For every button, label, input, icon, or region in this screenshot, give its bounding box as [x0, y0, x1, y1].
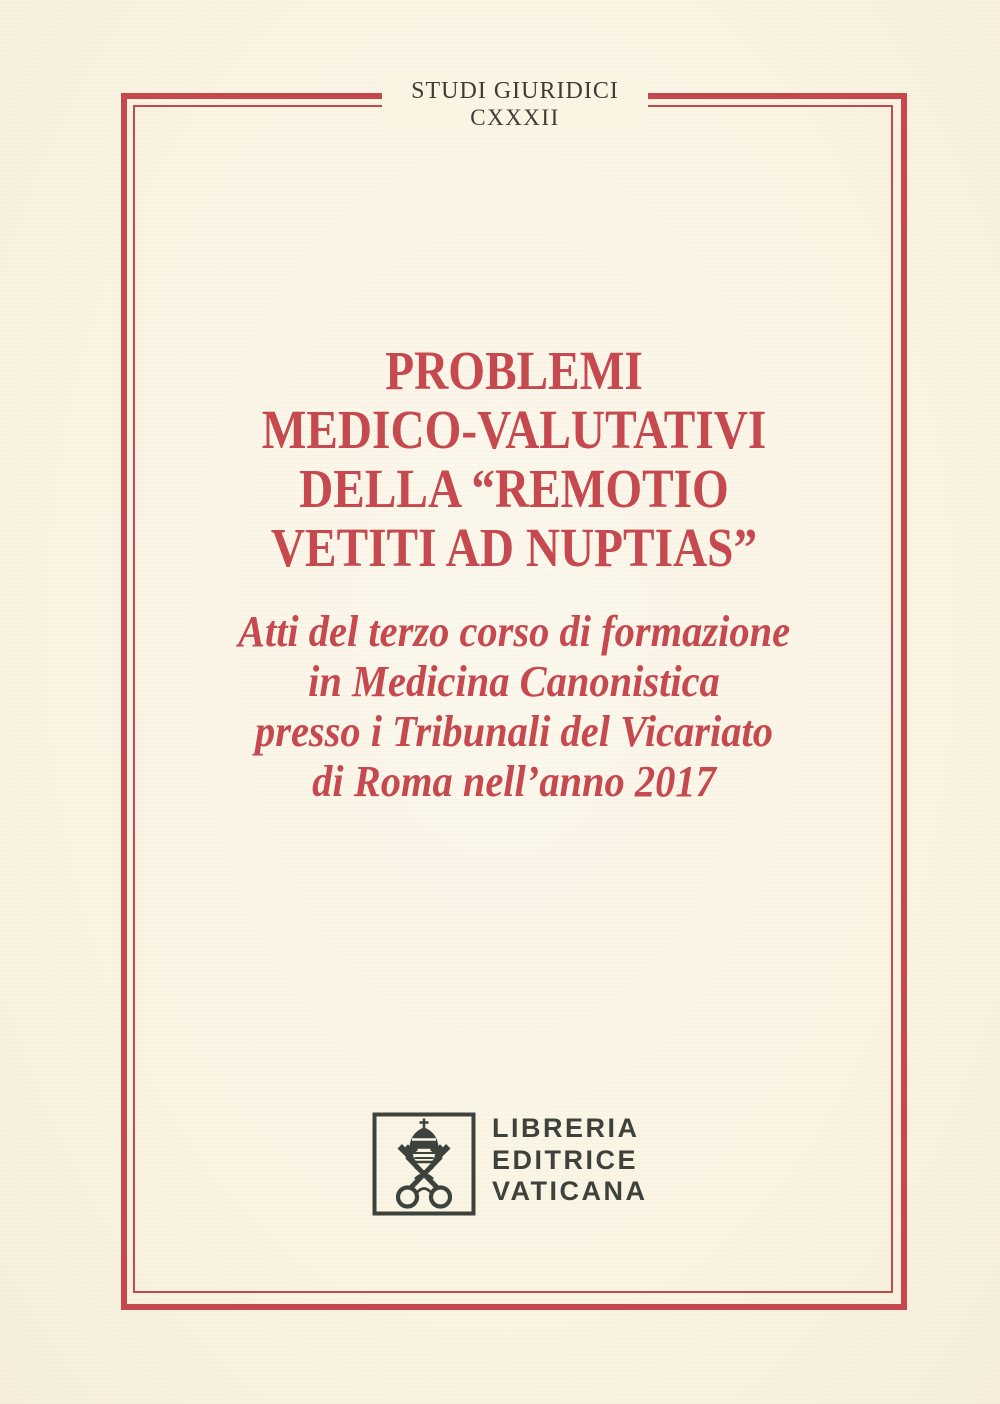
book-title-line-1: PROBLEMI	[385, 340, 643, 401]
book-subtitle	[121, 607, 907, 807]
book-subtitle-line-3: presso i Tribunali del Vicariato	[254, 707, 774, 756]
book-title-line-4: VETITI AD NUPTIAS”	[270, 517, 758, 578]
series-title: STUDI GIURIDICI	[411, 78, 619, 104]
book-title	[121, 341, 907, 577]
publisher-block	[372, 1112, 648, 1216]
series-number: CXXXII	[470, 105, 560, 130]
book-subtitle-line-2: in Medicina Canonistica	[308, 657, 720, 706]
book-subtitle-line-4: di Roma nell’anno 2017	[312, 757, 716, 806]
publisher-name-line-2: EDITRICE	[492, 1144, 639, 1175]
vatican-crossed-keys-tiara-icon	[372, 1112, 476, 1216]
series-header	[382, 74, 648, 132]
publisher-name	[492, 1113, 648, 1208]
book-title-line-2: MEDICO-VALUTATIVI	[261, 399, 767, 460]
publisher-name-line-3: VATICANA	[492, 1176, 648, 1206]
publisher-name-line-1: LIBRERIA	[492, 1113, 640, 1143]
book-subtitle-line-1: Atti del terzo corso di formazione	[237, 607, 791, 656]
book-title-line-3: DELLA “REMOTIO	[299, 458, 729, 519]
